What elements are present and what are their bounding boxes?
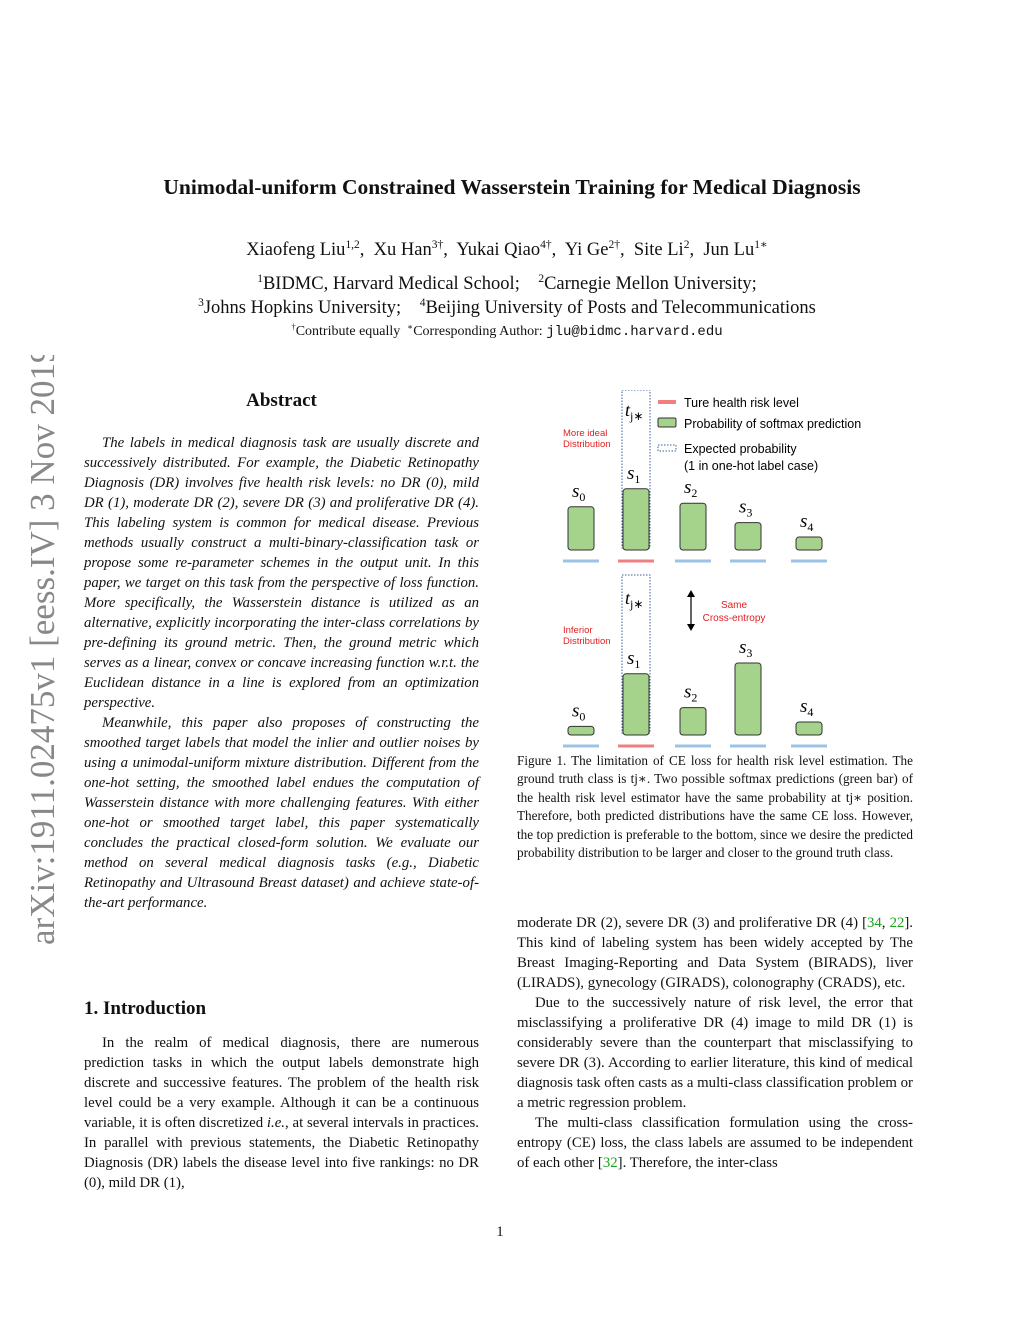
arrow-head-down bbox=[687, 624, 695, 631]
abstract-body bbox=[84, 433, 479, 913]
body-paragraph: Due to the successively nature of risk level, the error that misclassifying a proliferative DR (4) image to mild DR (1) is considerably severe than the counterpart that misclassifying to severe DR (3). According to earlier literature, this kind of medical diagnosis task often casts as a multi-class classification problem or a metric regression problem. bbox=[517, 995, 913, 1111]
corresponding-email[interactable]: jlu@bidmc.harvard.edu bbox=[546, 324, 723, 340]
affiliations-line-2: $^3$Johns Hopkins University; $^4$Beijing University of Posts and Telecommunications bbox=[198, 296, 816, 318]
bottom-class-label-s4: $s_4$ bbox=[800, 696, 814, 720]
top-label-line-2: Distribution bbox=[563, 439, 611, 450]
same-ce-label-2: Cross-entropy bbox=[702, 613, 766, 624]
bottom-label-line-1: Inferior bbox=[563, 625, 593, 636]
top-bar-s0 bbox=[568, 507, 594, 550]
bottom-class-label-s0: $s_0$ bbox=[572, 700, 586, 724]
author: Yi Ge bbox=[564, 240, 609, 260]
tj-top-label: $t_{j∗}$ bbox=[625, 400, 644, 423]
abstract-paragraph: Meanwhile, this paper also proposes of constructing the smoothed target labels that model the inlier and outlier noises by using a unimodal-uniform mixture distribution. Different from the one-hot setting, the smoothed label endues the computation of Wasserstein distance with more challenging features. With either one-hot or smoothed target label, this paper systematically concludes the practical closed-form solution. We evaluate our method on several medical diagnosis tasks (e.g., Diabetic Retinopathy and Ultrasound Breast dataset) and achieve state-of-the-art performance. bbox=[84, 715, 479, 911]
author: Yukai Qiao bbox=[456, 240, 541, 260]
citation-link[interactable]: 22 bbox=[889, 915, 905, 931]
arxiv-id-text: arXiv:1911.02475v1 [eess.IV] 3 Nov 2019 bbox=[23, 355, 62, 945]
legend-true-label: Ture health risk level bbox=[684, 396, 799, 410]
body-paragraph: The multi-class classification formulation using the cross-entropy (CE) loss, the class labels are assumed to be independent of each other [32]. Therefore, the inter-class bbox=[517, 1115, 913, 1171]
top-bar-s1 bbox=[623, 489, 649, 550]
affiliations-line-1: $^1$BIDMC, Harvard Medical School; $^2$Carnegie Mellon University; bbox=[257, 272, 757, 294]
intro-paragraph: In the realm of medical diagnosis, there are numerous prediction tasks in which the output labels demonstrate high discrete and successive features. The problem of the health risk level could be a very example. Although it can be a continuous variable, it is often discretized i.e., at several intervals in practices. In parallel with previous statements, the Diabetic Retinopathy Diagnosis (DR) labels the disease level into five rankings: no DR (0), mild DR (1), bbox=[84, 1035, 479, 1191]
bottom-bar-s2 bbox=[680, 708, 706, 735]
legend-pred-swatch bbox=[658, 418, 676, 427]
arxiv-identifier bbox=[2, 355, 72, 955]
legend-expected-label: Expected probability bbox=[684, 442, 797, 456]
bottom-class-label-s1: $s_1$ bbox=[627, 647, 641, 671]
bottom-class-label-s2: $s_2$ bbox=[684, 681, 698, 705]
bottom-label-line-2: Distribution bbox=[563, 636, 611, 647]
page-number: 1 bbox=[496, 1224, 504, 1240]
top-class-label-s3: $s_3$ bbox=[739, 496, 753, 520]
author: Site Li bbox=[633, 240, 684, 260]
author-notes: †Contribute equally ∗Corresponding Author: jlu@bidmc.harvard.edu bbox=[291, 321, 723, 340]
figure-caption: Figure 1. The limitation of CE loss for health risk level estimation. The ground truth class is tj∗. Two possible softmax predictions (green bar) of the health risk level estimator have the same probability at tj∗ position. Therefore, both predicted distributions have the same CE loss. However, the top prediction is preferable to the bottom, since we desire the predicted probability distribution to be larger and closer to the ground truth class. bbox=[517, 753, 913, 861]
author-list: Xiaofeng Liu$^{1,2}$, Xu Han$^{3\dagger}$, Yukai Qiao$^{4\dagger}$, Yi $Ge^{2\dagger}$, Site Li$^2$, Jun $Lu^{1∗}$ bbox=[246, 238, 768, 260]
tj-bottom-label: $t_{j∗}$ bbox=[625, 588, 644, 611]
author: Xu Han bbox=[373, 240, 432, 260]
author: Jun Lu bbox=[703, 240, 755, 260]
right-column-body bbox=[517, 913, 913, 1173]
legend-expected-label-2: (1 in one-hot label case) bbox=[684, 459, 819, 473]
top-bar-s3 bbox=[735, 523, 761, 550]
citation-link[interactable]: 32 bbox=[602, 1155, 618, 1171]
arrow-head-up bbox=[687, 590, 695, 597]
legend-expected-swatch bbox=[658, 445, 676, 451]
top-label-line-1: More ideal bbox=[563, 428, 608, 439]
abstract-heading: Abstract bbox=[246, 390, 317, 411]
bottom-bar-s0 bbox=[568, 726, 594, 735]
paper-title: Unimodal-uniform Constrained Wasserstein Training for Medical Diagnosis bbox=[163, 175, 861, 199]
citation-link[interactable]: 34 bbox=[867, 915, 882, 931]
top-bar-s4 bbox=[796, 537, 822, 550]
top-class-label-s1: $s_1$ bbox=[627, 462, 641, 486]
author: Xiaofeng Liu bbox=[246, 240, 346, 260]
bottom-class-label-s3: $s_3$ bbox=[739, 637, 753, 660]
top-bar-s2 bbox=[680, 503, 706, 550]
top-class-label-s2: $s_2$ bbox=[684, 477, 698, 501]
abstract-paragraph: The labels in medical diagnosis task are usually discrete and successively distributed. For example, the Diabetic Retinopathy Diagnosis (DR) involves five health risk levels: no DR (0), mild DR (1), moderate DR (2), severe DR (3) and proliferative DR (4). This labeling system is common for medical disease. Previous methods usually construct a multi-binary-classification task or propose some re-parameter schemes in the output unit. In this paper, we target on this task from the perspective of loss function. More specifically, the Wasserstein distance is utilized as an alternative, explicitly incorporating the inter-class correlations by pre-defining its ground metric. Then, the ground metric which serves as a linear, convex or concave increasing function w.r.t. the Euclidean distance in a line is explored from an optimization perspective. bbox=[84, 435, 479, 711]
figure-1 bbox=[556, 390, 886, 755]
same-ce-label-1: Same bbox=[720, 600, 748, 611]
legend-pred-label: Probability of softmax prediction bbox=[684, 417, 862, 431]
introduction-heading: 1. Introduction bbox=[84, 998, 207, 1019]
bottom-bar-s4 bbox=[796, 722, 822, 735]
bottom-bar-s1 bbox=[623, 674, 649, 735]
top-class-label-s0: $s_0$ bbox=[572, 480, 586, 504]
introduction-body bbox=[84, 1033, 479, 1193]
body-paragraph: moderate DR (2), severe DR (3) and proliferative DR (4) [34, 22]. This kind of labeling system has been widely accepted by The Breast Imaging-Reporting and Data System (BIRADS), liver (LIRADS), gynecology (GIRADS), colonography (CRADS), etc. bbox=[517, 915, 913, 991]
top-class-label-s4: $s_4$ bbox=[800, 511, 814, 535]
bottom-bar-s3 bbox=[735, 663, 761, 735]
